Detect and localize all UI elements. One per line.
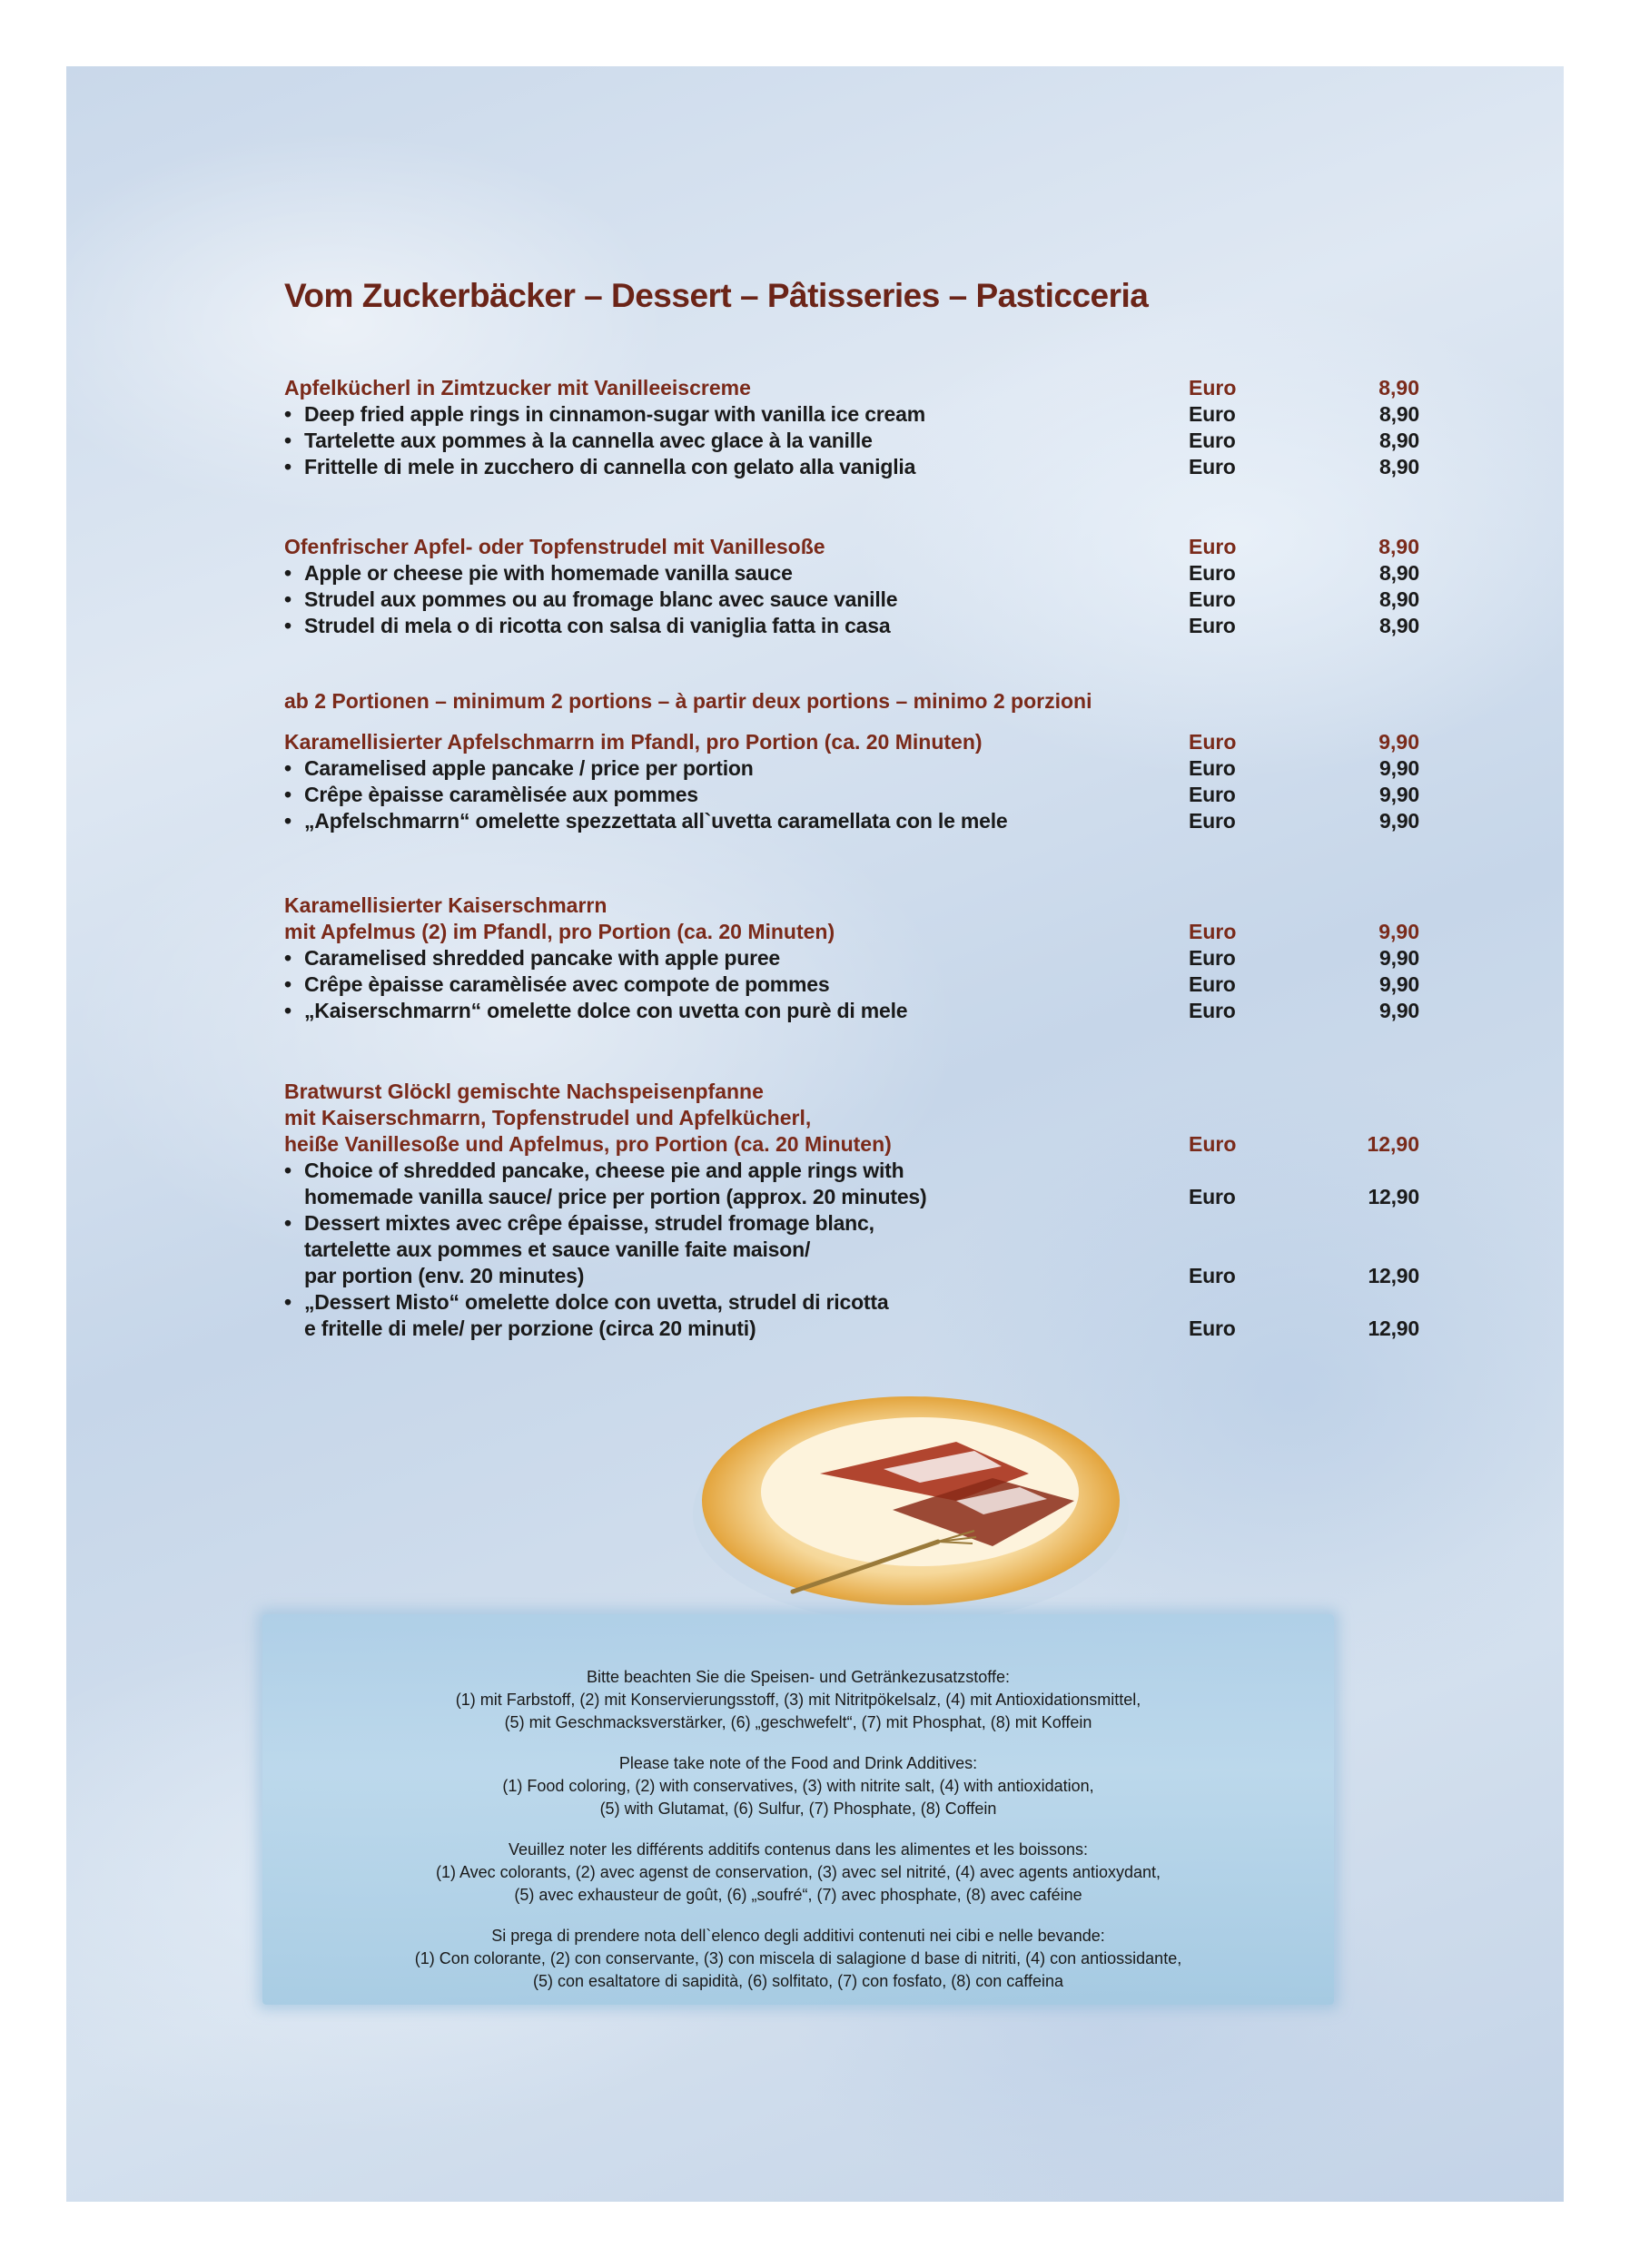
bullet-icon: • — [284, 429, 291, 452]
dish-price: 8,90 — [1378, 376, 1419, 399]
dish-price: 9,90 — [1379, 783, 1419, 806]
dish-heading: Ofenfrischer Apfel- oder Topfenstrudel mit Vanillesoße Euro 8,90 — [284, 535, 1419, 558]
dish-translation: • Crêpe èpaisse caramèlisée aux pommes Euro 9,90 — [284, 783, 1419, 806]
bullet-icon: • — [284, 402, 291, 426]
dish-price: 8,90 — [1378, 535, 1419, 558]
dish-translation: • Strudel di mela o di ricotta con salsa di vaniglia fatta in casa Euro 8,90 — [284, 614, 1419, 637]
bullet-icon: • — [284, 783, 291, 806]
currency-label: Euro — [1189, 1264, 1236, 1287]
currency-label: Euro — [1189, 1132, 1237, 1156]
additives-line: (5) avec exhausteur de goût, (6) „soufré“, (7) avec phosphate, (8) avec caféine — [514, 1886, 1082, 1904]
additives-line: (5) with Glutamat, (6) Sulfur, (7) Phosphate, (8) Coffein — [599, 1800, 997, 1818]
dish-translation: • Strudel aux pommes ou au fromage blanc avec sauce vanille Euro 8,90 — [284, 587, 1419, 611]
currency-label: Euro — [1189, 402, 1236, 426]
additives-heading: Veuillez noter les différents additifs contenus dans les alimentes et les boissons: — [508, 1840, 1089, 1859]
additives-line: (1) mit Farbstoff, (2) mit Konservierungsstoff, (3) mit Nitritpökelsalz, (4) mit Antioxidationsmittel, — [455, 1691, 1141, 1709]
dish-heading: Bratwurst Glöckl gemischte Nachspeisenpfanne — [284, 1080, 764, 1103]
additives-notice — [262, 1614, 1334, 2005]
additives-line: (1) Con colorante, (2) con conservante, (3) con miscela di salagione d base di nitriti, (4) con antiossidante, — [414, 1949, 1182, 1967]
additives-line: (1) Avec colorants, (2) avec agenst de conservation, (3) avec sel nitrité, (4) avec agents antioxydant, — [435, 1863, 1161, 1881]
dish-price: 9,90 — [1379, 972, 1419, 996]
dish-price: 12,90 — [1368, 1185, 1419, 1208]
dish-heading: mit Apfelmus (2) im Pfandl, pro Portion (ca. 20 Minuten) Euro 9,90 — [284, 920, 1419, 943]
dish-translation: • Dessert mixtes avec crêpe épaisse, strudel fromage blanc, — [284, 1211, 874, 1235]
bullet-icon: • — [284, 809, 291, 833]
dish-translation: • „Kaiserschmarrn“ omelette dolce con uvetta con purè di mele Euro 9,90 — [284, 999, 1419, 1022]
currency-label: Euro — [1189, 999, 1236, 1022]
additives-line: (5) con esaltatore di sapidità, (6) solfitato, (7) con fosfato, (8) con caffeina — [533, 1972, 1063, 1990]
currency-label: Euro — [1189, 972, 1236, 996]
bullet-icon: • — [284, 972, 291, 996]
dish-price: 9,90 — [1378, 920, 1419, 943]
page-title: Vom Zuckerbäcker – Dessert – Pâtisseries – Pasticceria — [284, 277, 1149, 314]
dish-translation: • „Dessert Misto“ omelette dolce con uvetta, strudel di ricotta — [284, 1290, 889, 1314]
currency-label: Euro — [1189, 429, 1236, 452]
additives-heading: Si prega di prendere nota dell`elenco degli additivi contenuti nei cibi e nelle bevande: — [491, 1927, 1105, 1945]
currency-label: Euro — [1189, 783, 1236, 806]
dish-price: 9,90 — [1379, 756, 1419, 780]
currency-label: Euro — [1189, 1185, 1236, 1208]
currency-label: Euro — [1189, 614, 1236, 637]
dish-price: 12,90 — [1367, 1132, 1419, 1156]
dish-price: 8,90 — [1379, 614, 1419, 637]
currency-label: Euro — [1189, 587, 1236, 611]
dish-translation: • Tartelette aux pommes à la cannella avec glace à la vanille Euro 8,90 — [284, 429, 1419, 452]
bullet-icon: • — [284, 946, 291, 970]
dish-translation: par portion (env. 20 minutes) Euro 12,90 — [304, 1264, 1419, 1287]
dish-heading: heiße Vanillesoße und Apfelmus, pro Portion (ca. 20 Minuten) Euro 12,90 — [284, 1132, 1419, 1156]
dish-heading: mit Kaiserschmarrn, Topfenstrudel und Apfelkücherl, — [284, 1106, 812, 1129]
currency-label: Euro — [1189, 455, 1236, 478]
dish-price: 8,90 — [1379, 455, 1419, 478]
dish-price: 8,90 — [1379, 587, 1419, 611]
bullet-icon: • — [284, 614, 291, 637]
additives-block — [262, 1666, 1334, 1734]
dish-heading: Apfelkücherl in Zimtzucker mit Vanilleeiscreme Euro 8,90 — [284, 376, 1419, 399]
bullet-icon: • — [284, 999, 291, 1022]
dish-price: 9,90 — [1378, 730, 1419, 754]
currency-label: Euro — [1189, 535, 1237, 558]
dish-translation: • Caramelised shredded pancake with apple puree Euro 9,90 — [284, 946, 1419, 970]
dish-price: 9,90 — [1379, 946, 1419, 970]
dish-translation: • Frittelle di mele in zucchero di cannella con gelato alla vaniglia Euro 8,90 — [284, 455, 1419, 478]
currency-label: Euro — [1189, 920, 1237, 943]
portion-notice: ab 2 Portionen – minimum 2 portions – à partir deux portions – minimo 2 porzioni — [284, 689, 1092, 713]
dish-translation: • Deep fried apple rings in cinnamon-sugar with vanilla ice cream Euro 8,90 — [284, 402, 1419, 426]
bullet-icon: • — [284, 455, 291, 478]
bullet-icon: • — [284, 1159, 291, 1182]
additives-block — [262, 1752, 1334, 1820]
dish-heading: Karamellisierter Apfelschmarrn im Pfandl, pro Portion (ca. 20 Minuten) Euro 9,90 — [284, 730, 1419, 754]
dish-translation: • Crêpe èpaisse caramèlisée avec compote de pommes Euro 9,90 — [284, 972, 1419, 996]
dish-price: 12,90 — [1368, 1264, 1419, 1287]
dish-price: 8,90 — [1379, 561, 1419, 585]
additives-block — [262, 1839, 1334, 1907]
additives-line: (1) Food coloring, (2) with conservatives, (3) with nitrite salt, (4) with antioxidation, — [502, 1777, 1094, 1795]
currency-label: Euro — [1189, 1316, 1236, 1340]
currency-label: Euro — [1189, 376, 1237, 399]
dish-price: 8,90 — [1379, 402, 1419, 426]
additives-heading: Please take note of the Food and Drink Additives: — [618, 1754, 978, 1772]
menu-page — [66, 66, 1564, 2202]
dish-translation: • Apple or cheese pie with homemade vanilla sauce Euro 8,90 — [284, 561, 1419, 585]
currency-label: Euro — [1189, 809, 1236, 833]
dish-price: 8,90 — [1379, 429, 1419, 452]
bullet-icon: • — [284, 561, 291, 585]
dessert-plate-illustration — [684, 1365, 1138, 1637]
currency-label: Euro — [1189, 756, 1236, 780]
additives-line: (5) mit Geschmacksverstärker, (6) „geschwefelt“, (7) mit Phosphat, (8) mit Koffein — [504, 1713, 1092, 1731]
additives-heading: Bitte beachten Sie die Speisen- und Getränkezusatzstoffe: — [587, 1668, 1010, 1686]
bullet-icon: • — [284, 587, 291, 611]
currency-label: Euro — [1189, 561, 1236, 585]
bullet-icon: • — [284, 1211, 291, 1235]
currency-label: Euro — [1189, 730, 1237, 754]
dish-price: 9,90 — [1379, 999, 1419, 1022]
additives-block — [262, 1925, 1334, 1993]
bullet-icon: • — [284, 1290, 291, 1314]
dish-translation: tartelette aux pommes et sauce vanille faite maison/ — [304, 1238, 811, 1261]
dish-translation: e fritelle di mele/ per porzione (circa 20 minuti) Euro 12,90 — [304, 1316, 1419, 1340]
dish-price: 9,90 — [1379, 809, 1419, 833]
dish-heading: Karamellisierter Kaiserschmarrn — [284, 893, 608, 917]
dish-price: 12,90 — [1368, 1316, 1419, 1340]
currency-label: Euro — [1189, 946, 1236, 970]
dish-translation: • „Apfelschmarrn“ omelette spezzettata all`uvetta caramellata con le mele Euro 9,90 — [284, 809, 1419, 833]
dish-translation: homemade vanilla sauce/ price per portion (approx. 20 minutes) Euro 12,90 — [304, 1185, 1419, 1208]
dish-translation: • Choice of shredded pancake, cheese pie and apple rings with — [284, 1159, 904, 1182]
dish-translation: • Caramelised apple pancake / price per portion Euro 9,90 — [284, 756, 1419, 780]
bullet-icon: • — [284, 756, 291, 780]
